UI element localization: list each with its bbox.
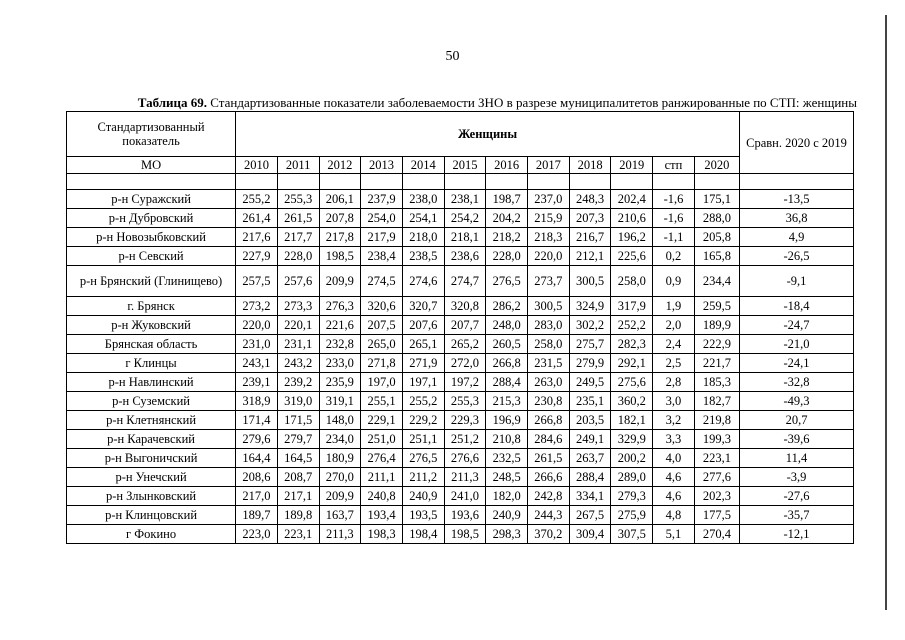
value-cell: 317,9 [611,297,653,316]
value-cell: 171,4 [236,411,278,430]
value-cell: 273,2 [236,297,278,316]
value-cell: 329,9 [611,430,653,449]
value-cell: 261,5 [277,209,319,228]
year-header: 2013 [361,157,403,174]
value-cell: 255,2 [402,392,444,411]
value-cell: 0,9 [653,266,695,297]
compare-cell: -24,1 [740,354,854,373]
value-cell: 248,3 [569,190,611,209]
value-cell: 217,7 [277,228,319,247]
compare-cell: 11,4 [740,449,854,468]
morbidity-table [66,111,854,544]
year-header: 2018 [569,157,611,174]
value-cell: 254,0 [361,209,403,228]
value-cell: 255,3 [444,392,486,411]
value-cell: 231,1 [277,335,319,354]
compare-cell: -18,4 [740,297,854,316]
value-cell: 211,2 [402,468,444,487]
value-cell: 232,8 [319,335,361,354]
value-cell: 4,0 [653,449,695,468]
year-header: 2011 [277,157,319,174]
value-cell: 198,5 [444,525,486,544]
value-cell: 217,8 [319,228,361,247]
value-cell: 334,1 [569,487,611,506]
value-cell: 273,7 [528,266,570,297]
spacer-row [67,174,854,190]
value-cell: 5,1 [653,525,695,544]
municipality-name: р-н Новозыбковский [67,228,236,247]
value-cell: 238,0 [402,190,444,209]
value-cell: 198,3 [361,525,403,544]
value-cell: 207,5 [361,316,403,335]
value-cell: 274,6 [402,266,444,297]
value-cell: 207,6 [402,316,444,335]
value-cell: 300,5 [569,266,611,297]
value-cell: 283,0 [528,316,570,335]
value-cell: 177,5 [694,506,739,525]
value-cell: 272,0 [444,354,486,373]
value-cell: 288,0 [694,209,739,228]
value-cell: 266,6 [528,468,570,487]
compare-cell: -32,8 [740,373,854,392]
value-cell: 260,5 [486,335,528,354]
municipality-name: р-н Брянский (Глинищево) [67,266,236,297]
value-cell: 255,1 [361,392,403,411]
value-cell: 370,2 [528,525,570,544]
value-cell: 220,1 [277,316,319,335]
value-cell: 218,1 [444,228,486,247]
value-cell: 211,3 [444,468,486,487]
value-cell: 209,9 [319,487,361,506]
value-cell: 254,2 [444,209,486,228]
value-cell: 229,3 [444,411,486,430]
value-cell: 198,5 [319,247,361,266]
value-cell: -1,6 [653,190,695,209]
value-cell: 275,9 [611,506,653,525]
value-cell: 197,1 [402,373,444,392]
municipality-name: р-н Навлинский [67,373,236,392]
value-cell: 223,0 [236,525,278,544]
value-cell: 257,5 [236,266,278,297]
table-caption-text: Стандартизованные показатели заболеваемости ЗНО в разрезе муниципалитетов ранжированные по СТП: женщины [210,95,857,110]
municipality-name: р-н Злынковский [67,487,236,506]
value-cell: 360,2 [611,392,653,411]
value-cell: 204,2 [486,209,528,228]
value-cell: 257,6 [277,266,319,297]
table-caption [138,95,857,111]
value-cell: 248,5 [486,468,528,487]
value-cell: 189,8 [277,506,319,525]
value-cell: 165,8 [694,247,739,266]
value-cell: 230,8 [528,392,570,411]
table-row [67,411,854,430]
value-cell: 171,5 [277,411,319,430]
compare-cell: -35,7 [740,506,854,525]
table-row [67,354,854,373]
value-cell: 199,3 [694,430,739,449]
value-cell: 284,6 [528,430,570,449]
year-header: 2019 [611,157,653,174]
value-cell: 276,4 [361,449,403,468]
value-cell: 320,6 [361,297,403,316]
municipality-name: Брянская область [67,335,236,354]
page-edge-line [885,15,887,610]
value-cell: 240,9 [486,506,528,525]
value-cell: 275,7 [569,335,611,354]
value-cell: 196,9 [486,411,528,430]
compare-cell: -24,7 [740,316,854,335]
value-cell: 261,5 [528,449,570,468]
value-cell: 182,1 [611,411,653,430]
value-cell: 307,5 [611,525,653,544]
table-row [67,190,854,209]
value-cell: 243,2 [277,354,319,373]
year-header: 2014 [402,157,444,174]
compare-cell: 4,9 [740,228,854,247]
municipality-name: р-н Жуковский [67,316,236,335]
value-cell: 266,8 [528,411,570,430]
value-cell: 240,9 [402,487,444,506]
value-cell: 198,4 [402,525,444,544]
value-cell: 319,1 [319,392,361,411]
compare-cell: -12,1 [740,525,854,544]
value-cell: 279,9 [569,354,611,373]
value-cell: 1,9 [653,297,695,316]
value-cell: 217,6 [236,228,278,247]
value-cell: 189,7 [236,506,278,525]
value-cell: 324,9 [569,297,611,316]
value-cell: 279,6 [236,430,278,449]
header-mo: МО [67,157,236,174]
year-header: 2020 [694,157,739,174]
value-cell: 205,8 [694,228,739,247]
compare-cell: -27,6 [740,487,854,506]
value-cell: 200,2 [611,449,653,468]
compare-cell: -13,5 [740,190,854,209]
table-row [67,449,854,468]
value-cell: 273,3 [277,297,319,316]
year-header: 2010 [236,157,278,174]
header-compare: Сравн. 2020 с 2019 [740,112,854,174]
value-cell: 319,0 [277,392,319,411]
value-cell: 241,0 [444,487,486,506]
value-cell: 4,6 [653,468,695,487]
value-cell: 198,7 [486,190,528,209]
value-cell: 249,1 [569,430,611,449]
value-cell: 267,5 [569,506,611,525]
value-cell: 228,0 [277,247,319,266]
table-caption-label: Таблица 69. [137,95,208,110]
value-cell: 320,8 [444,297,486,316]
value-cell: 270,0 [319,468,361,487]
value-cell: 3,0 [653,392,695,411]
compare-cell: -39,6 [740,430,854,449]
value-cell: 238,1 [444,190,486,209]
municipality-name: р-н Выгоничский [67,449,236,468]
year-header: 2012 [319,157,361,174]
value-cell: 258,0 [528,335,570,354]
year-header: стп [653,157,695,174]
value-cell: 207,3 [569,209,611,228]
table-row [67,430,854,449]
year-header: 2016 [486,157,528,174]
value-cell: 259,5 [694,297,739,316]
value-cell: 217,1 [277,487,319,506]
value-cell: 175,1 [694,190,739,209]
value-cell: 0,2 [653,247,695,266]
header-indicator: Стандартизованный показатель [67,112,236,157]
value-cell: 210,8 [486,430,528,449]
value-cell: 239,1 [236,373,278,392]
table-row [67,297,854,316]
municipality-name: г. Брянск [67,297,236,316]
value-cell: 249,5 [569,373,611,392]
municipality-name: р-н Унечский [67,468,236,487]
value-cell: 277,6 [694,468,739,487]
value-cell: 216,7 [569,228,611,247]
value-cell: 212,1 [569,247,611,266]
table-row [67,506,854,525]
table-row [67,468,854,487]
municipality-name: р-н Севский [67,247,236,266]
value-cell: 182,7 [694,392,739,411]
value-cell: 252,2 [611,316,653,335]
value-cell: 292,1 [611,354,653,373]
value-cell: 2,0 [653,316,695,335]
value-cell: 234,4 [694,266,739,297]
compare-cell: -49,3 [740,392,854,411]
value-cell: 302,2 [569,316,611,335]
value-cell: 4,8 [653,506,695,525]
value-cell: 197,0 [361,373,403,392]
municipality-name: р-н Дубровский [67,209,236,228]
value-cell: 203,5 [569,411,611,430]
value-cell: 202,3 [694,487,739,506]
value-cell: 254,1 [402,209,444,228]
value-cell: 193,5 [402,506,444,525]
value-cell: 196,2 [611,228,653,247]
value-cell: 231,0 [236,335,278,354]
value-cell: 300,5 [528,297,570,316]
table-row [67,487,854,506]
value-cell: 227,9 [236,247,278,266]
page-number: 50 [445,49,460,64]
value-cell: 288,4 [486,373,528,392]
value-cell: 211,1 [361,468,403,487]
value-cell: 265,2 [444,335,486,354]
municipality-name: г Фокино [67,525,236,544]
value-cell: 276,3 [319,297,361,316]
value-cell: 2,8 [653,373,695,392]
value-cell: 220,0 [236,316,278,335]
value-cell: 208,7 [277,468,319,487]
value-cell: 237,0 [528,190,570,209]
value-cell: 217,0 [236,487,278,506]
value-cell: 279,7 [277,430,319,449]
value-cell: 211,3 [319,525,361,544]
value-cell: 225,6 [611,247,653,266]
value-cell: 207,8 [319,209,361,228]
value-cell: 209,9 [319,266,361,297]
municipality-name: р-н Карачевский [67,430,236,449]
table-row [67,373,854,392]
header-women: Женщины [236,112,740,157]
value-cell: 217,9 [361,228,403,247]
value-cell: 235,9 [319,373,361,392]
value-cell: 202,4 [611,190,653,209]
value-cell: 208,6 [236,468,278,487]
compare-cell: -21,0 [740,335,854,354]
municipality-name: р-н Клинцовский [67,506,236,525]
value-cell: 229,2 [402,411,444,430]
compare-cell: -26,5 [740,247,854,266]
year-header: 2017 [528,157,570,174]
table-row [67,266,854,297]
value-cell: 215,3 [486,392,528,411]
value-cell: 248,0 [486,316,528,335]
value-cell: 276,5 [486,266,528,297]
value-cell: 298,3 [486,525,528,544]
value-cell: 3,2 [653,411,695,430]
value-cell: 215,9 [528,209,570,228]
value-cell: 223,1 [277,525,319,544]
value-cell: 4,6 [653,487,695,506]
value-cell: 242,8 [528,487,570,506]
value-cell: 244,3 [528,506,570,525]
municipality-name: р-н Суражский [67,190,236,209]
value-cell: 263,7 [569,449,611,468]
compare-cell: -9,1 [740,266,854,297]
value-cell: 148,0 [319,411,361,430]
value-cell: 185,3 [694,373,739,392]
value-cell: 255,2 [236,190,278,209]
table-row [67,209,854,228]
value-cell: 238,5 [402,247,444,266]
value-cell: 221,7 [694,354,739,373]
value-cell: 243,1 [236,354,278,373]
value-cell: -1,1 [653,228,695,247]
table-row [67,525,854,544]
compare-cell: 36,8 [740,209,854,228]
value-cell: 218,3 [528,228,570,247]
compare-cell: -3,9 [740,468,854,487]
value-cell: 234,0 [319,430,361,449]
value-cell: 237,9 [361,190,403,209]
value-cell: 251,2 [444,430,486,449]
value-cell: 239,2 [277,373,319,392]
value-cell: 180,9 [319,449,361,468]
value-cell: 210,6 [611,209,653,228]
value-cell: 238,4 [361,247,403,266]
value-cell: 271,8 [361,354,403,373]
value-cell: 232,5 [486,449,528,468]
value-cell: 274,7 [444,266,486,297]
value-cell: 282,3 [611,335,653,354]
value-cell: 274,5 [361,266,403,297]
value-cell: 266,8 [486,354,528,373]
value-cell: 164,4 [236,449,278,468]
value-cell: 289,0 [611,468,653,487]
value-cell: 251,0 [361,430,403,449]
table-row [67,316,854,335]
value-cell: 163,7 [319,506,361,525]
value-cell: 197,2 [444,373,486,392]
value-cell: 223,1 [694,449,739,468]
value-cell: 228,0 [486,247,528,266]
value-cell: 219,8 [694,411,739,430]
value-cell: 207,7 [444,316,486,335]
value-cell: 265,0 [361,335,403,354]
compare-cell: 20,7 [740,411,854,430]
value-cell: -1,6 [653,209,695,228]
value-cell: 261,4 [236,209,278,228]
value-cell: 263,0 [528,373,570,392]
value-cell: 270,4 [694,525,739,544]
table-row [67,392,854,411]
value-cell: 220,0 [528,247,570,266]
value-cell: 279,3 [611,487,653,506]
value-cell: 265,1 [402,335,444,354]
value-cell: 233,0 [319,354,361,373]
value-cell: 193,4 [361,506,403,525]
value-cell: 238,6 [444,247,486,266]
table-row [67,228,854,247]
value-cell: 318,9 [236,392,278,411]
value-cell: 218,2 [486,228,528,247]
value-cell: 193,6 [444,506,486,525]
value-cell: 2,4 [653,335,695,354]
value-cell: 288,4 [569,468,611,487]
value-cell: 218,0 [402,228,444,247]
municipality-name: г Клинцы [67,354,236,373]
value-cell: 3,3 [653,430,695,449]
value-cell: 240,8 [361,487,403,506]
value-cell: 258,0 [611,266,653,297]
value-cell: 320,7 [402,297,444,316]
value-cell: 164,5 [277,449,319,468]
value-cell: 189,9 [694,316,739,335]
value-cell: 2,5 [653,354,695,373]
value-cell: 229,1 [361,411,403,430]
value-cell: 286,2 [486,297,528,316]
value-cell: 206,1 [319,190,361,209]
table-row [67,335,854,354]
value-cell: 235,1 [569,392,611,411]
municipality-name: р-н Клетнянский [67,411,236,430]
value-cell: 222,9 [694,335,739,354]
value-cell: 276,5 [402,449,444,468]
value-cell: 255,3 [277,190,319,209]
value-cell: 309,4 [569,525,611,544]
value-cell: 231,5 [528,354,570,373]
municipality-name: р-н Суземский [67,392,236,411]
year-header: 2015 [444,157,486,174]
value-cell: 221,6 [319,316,361,335]
value-cell: 275,6 [611,373,653,392]
table-row [67,247,854,266]
value-cell: 251,1 [402,430,444,449]
value-cell: 276,6 [444,449,486,468]
value-cell: 182,0 [486,487,528,506]
value-cell: 271,9 [402,354,444,373]
